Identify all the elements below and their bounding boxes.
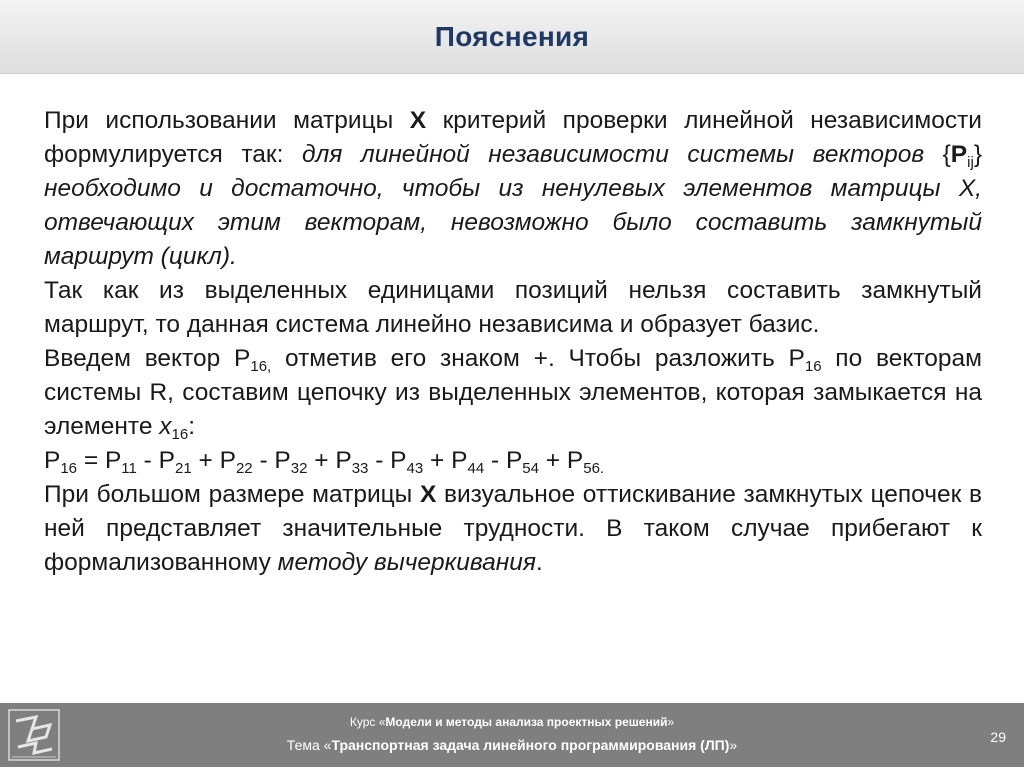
paragraph-4 [44, 478, 982, 580]
eq-sub: 22 [235, 460, 253, 477]
subscript: 16 [804, 358, 822, 375]
eq-sub: 16 [60, 460, 78, 477]
text: При использовании матрицы [44, 107, 410, 134]
paragraph-1 [44, 104, 982, 274]
slide-footer [0, 703, 1024, 767]
eq-term: + P [191, 447, 236, 474]
eq-sub: 21 [175, 460, 192, 477]
slide-header [0, 0, 1024, 74]
page-number: 29 [990, 729, 1006, 745]
course-name: Модели и методы анализа проектных решений [385, 715, 668, 729]
variable-x: x [159, 413, 172, 440]
vector-p: P [950, 141, 968, 168]
text: » [729, 737, 738, 753]
eq-term: - P [368, 447, 407, 474]
eq-sub: 56. [583, 460, 605, 477]
text: . [535, 549, 543, 576]
eq-sub: 43 [406, 460, 424, 477]
eq-term: = P [77, 447, 122, 474]
eq-sub: 44 [467, 460, 485, 477]
eq-sub: 32 [290, 460, 308, 477]
equation [44, 444, 982, 478]
topic-name: Транспортная задача линейного программирования (ЛП) [331, 737, 730, 753]
eq-term: + P [423, 447, 468, 474]
text: для линейной независимости системы векторов [301, 141, 943, 168]
brace: } [973, 141, 982, 168]
method-name: методу вычеркивания [277, 549, 536, 576]
text: Введем вектор P [44, 345, 251, 372]
text: » [667, 715, 675, 729]
eq-sub: 11 [121, 460, 137, 477]
subscript: 16, [250, 358, 272, 375]
text: визуальное оттискивание замкнутых цепочек в ней представляет значительные трудности. В таком случае прибегают к формализованному [44, 481, 983, 576]
matrix-x: Х [409, 107, 427, 134]
eq-term: - P [484, 447, 523, 474]
text: Курс « [349, 715, 386, 729]
text: по векторам системы R, составим цепочку из выделенных элементов, которая замыкается на элементе [44, 345, 982, 440]
matrix-x: Х [419, 481, 437, 508]
text: отметив его знаком +. Чтобы разложить P [271, 345, 805, 372]
eq-term: - P [252, 447, 291, 474]
text: необходимо и достаточно, чтобы из ненулевых элементов матрицы X, отвечающих этим векторам, невозможно было составить замкнутый маршрут (цикл). [44, 175, 982, 270]
eq-term: + P [307, 447, 352, 474]
eq-term: + P [538, 447, 584, 474]
slide-title: Пояснения [434, 20, 590, 52]
subscript: 16 [171, 426, 189, 443]
course-line [0, 715, 1024, 729]
text: критерий проверки линейной независимости формулируется так: [44, 107, 982, 168]
slide-body [44, 104, 982, 580]
eq-term: - P [136, 447, 175, 474]
text: При большом размере матрицы [44, 481, 420, 508]
text: : [188, 413, 196, 440]
text: Тема « [286, 737, 332, 753]
topic-line [0, 737, 1024, 753]
subscript: ij [967, 154, 974, 171]
paragraph-3 [44, 342, 982, 444]
eq-sub: 33 [351, 460, 369, 477]
paragraph-2: Так как из выделенных единицами позиций нельзя составить замкнутый маршрут, то данная система линейно независима и образует базис. [44, 277, 982, 338]
brace: { [942, 141, 951, 168]
eq-term: P [44, 447, 61, 474]
eq-sub: 54 [522, 460, 539, 477]
